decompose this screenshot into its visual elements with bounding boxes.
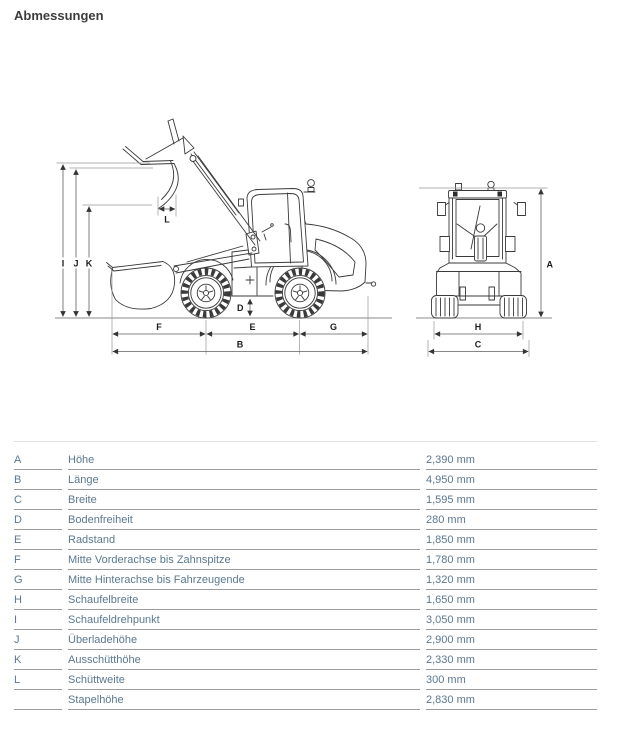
front-view — [416, 181, 552, 318]
dim-letter: L — [14, 670, 62, 690]
left-mirror — [438, 203, 446, 216]
dim-description: Breite — [68, 490, 420, 510]
table-row — [14, 510, 597, 530]
dim-value: 1,320 mm — [426, 570, 597, 590]
ground-bucket — [107, 262, 175, 310]
table-row — [14, 670, 597, 690]
dim-label-C: C — [474, 339, 482, 350]
dim-label-K: K — [85, 258, 93, 269]
dim-value: 2,900 mm — [426, 630, 597, 650]
dim-label-B: B — [236, 339, 244, 350]
side-view — [55, 119, 392, 318]
front-wheel — [181, 268, 231, 318]
tow-hitch — [371, 282, 375, 286]
dim-description: Ausschütthöhe — [68, 650, 420, 670]
dim-letter: K — [14, 650, 62, 670]
dim-letter: G — [14, 570, 62, 590]
dim-label-J: J — [73, 258, 79, 269]
dim-value: 300 mm — [426, 670, 597, 690]
table-row — [14, 590, 597, 610]
front-loader-tower — [440, 224, 515, 261]
dim-letter — [14, 690, 62, 710]
exhaust-stack — [456, 184, 462, 191]
raised-bucket — [123, 119, 179, 209]
dim-description: Bodenfreiheit — [68, 510, 420, 530]
dim-letter: H — [14, 590, 62, 610]
table-row — [14, 450, 597, 470]
front-right-tire — [500, 296, 527, 319]
table-row — [14, 490, 597, 510]
dim-description: Mitte Vorderachse bis Zahnspitze — [68, 550, 420, 570]
dim-value: 1,650 mm — [426, 590, 597, 610]
dim-value: 280 mm — [426, 510, 597, 530]
dim-value: 2,330 mm — [426, 650, 597, 670]
dim-value: 2,390 mm — [426, 450, 597, 470]
dim-letter: I — [14, 610, 62, 630]
table-row — [14, 650, 597, 670]
dim-label-L: L — [164, 214, 170, 225]
dim-letter: J — [14, 630, 62, 650]
mirror — [239, 199, 244, 206]
front-beacon — [456, 181, 495, 191]
table-row — [14, 570, 597, 590]
dim-description: Schaufelbreite — [68, 590, 420, 610]
beacon — [304, 180, 315, 192]
rear-wheel — [275, 268, 325, 318]
dim-description: Überladehöhe — [68, 630, 420, 650]
table-row — [14, 610, 597, 630]
dim-description: Radstand — [68, 530, 420, 550]
dim-value: 1,850 mm — [426, 530, 597, 550]
dim-value: 1,595 mm — [426, 490, 597, 510]
dim-description: Länge — [68, 470, 420, 490]
dim-letter: F — [14, 550, 62, 570]
dim-description: Schaufeldrehpunkt — [68, 610, 420, 630]
dim-label-E: E — [249, 322, 256, 332]
dim-letter: B — [14, 470, 62, 490]
dim-label-G: G — [329, 322, 338, 332]
dim-description: Schüttweite — [68, 670, 420, 690]
boom-raised — [146, 136, 260, 245]
dim-value: 1,780 mm — [426, 550, 597, 570]
dim-letter: E — [14, 530, 62, 550]
dim-value: 3,050 mm — [426, 610, 597, 630]
dim-description: Mitte Hinterachse bis Fahrzeugende — [68, 570, 420, 590]
dim-label-D: D — [237, 303, 244, 313]
table-row — [14, 630, 597, 650]
dim-value: 2,830 mm — [426, 690, 597, 710]
bucket-pivot — [190, 156, 196, 162]
dim-letter: D — [14, 510, 62, 530]
bellcrank — [183, 136, 194, 154]
dim-description: Stapelhöhe — [68, 690, 420, 710]
table-top-divider — [14, 441, 597, 442]
dimensions-table — [8, 450, 603, 710]
dim-label-F: F — [156, 322, 162, 332]
table-row — [14, 530, 597, 550]
table-row — [14, 690, 597, 710]
table-row — [14, 550, 597, 570]
dim-letter: A — [14, 450, 62, 470]
dim-label-I: I — [61, 258, 65, 269]
dim-label-H: H — [474, 322, 482, 332]
front-left-tire — [432, 296, 459, 319]
dim-value: 4,950 mm — [426, 470, 597, 490]
dim-letter: C — [14, 490, 62, 510]
dim-description: Höhe — [68, 450, 420, 470]
dim-label-A: A — [546, 259, 553, 270]
right-mirror — [518, 203, 526, 216]
page-title: Abmessungen — [14, 8, 104, 23]
table-row — [14, 470, 597, 490]
